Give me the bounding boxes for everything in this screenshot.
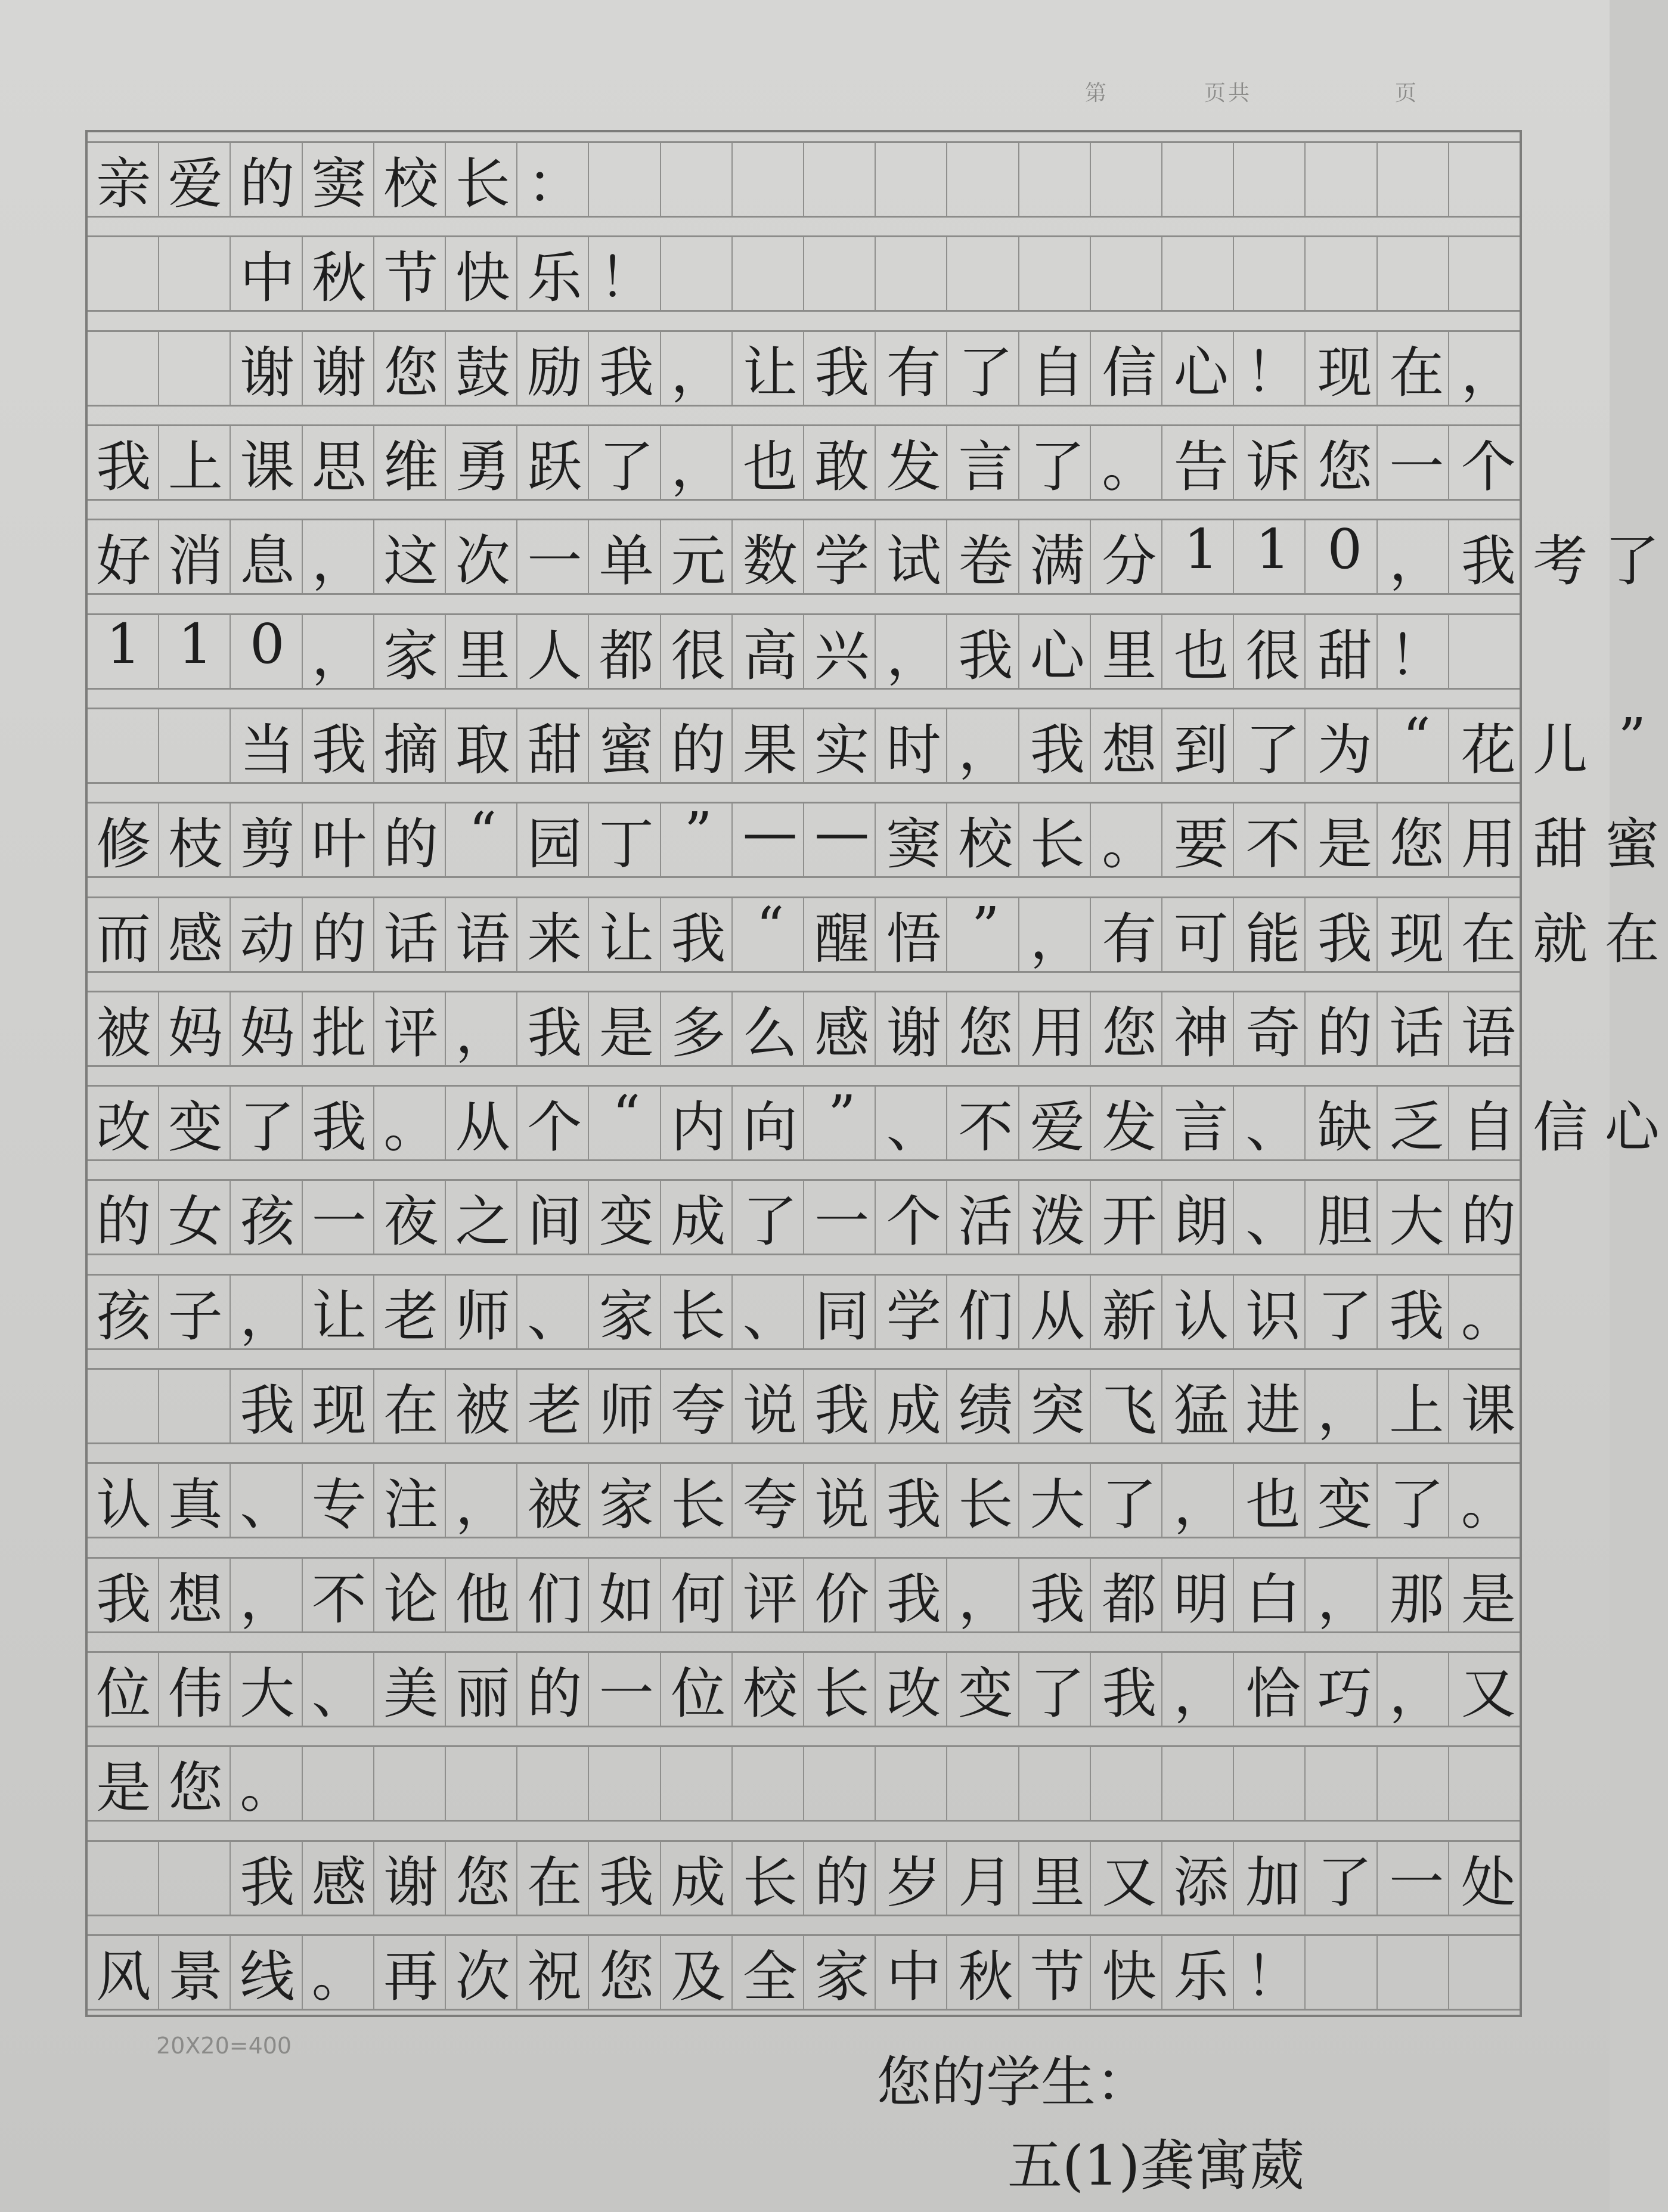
letter-line-text: 的 女 孩 一 夜 之 间 变 成 了 一 个 活 泼 开 朗 、 胆 大 的 (96, 1190, 1516, 1254)
letter-line (88, 1179, 1520, 1255)
page-header-di: 第 (1085, 81, 1109, 106)
letter-line (88, 895, 1660, 973)
letter-line-text: 我 感 谢 您 在 我 成 长 的 岁 月 里 又 添 加 了 一 处 (240, 1851, 1516, 1915)
letter-line (88, 706, 1647, 784)
letter-line-text: 中 秋 节 快 乐 ！ (240, 246, 654, 310)
letter-line-text: 亲 爱 的 窦 校 长 ： (96, 152, 582, 216)
letter-line-text: 被 妈 妈 批 评 ， 我 是 多 么 感 谢 您 用 您 神 奇 的 话 语 (96, 1001, 1516, 1065)
letter-line (88, 1840, 1520, 1916)
letter-line-text: 而 感 动 的 话 语 来 让 我 “ 醒 悟 ” ， 有 可 能 我 现 在 就 在 (96, 895, 1660, 971)
letter-line (88, 1934, 1520, 2011)
page-header-ye: 页 (1395, 81, 1419, 106)
letter-line-text: 风 景 线 。 再 次 祝 您 及 全 家 中 秋 节 快 乐 ！ (96, 1945, 1301, 2009)
letter-line-text: 我 现 在 被 老 师 夸 说 我 成 绩 突 飞 猛 进 ， 上 课 (240, 1379, 1516, 1442)
letter-line (88, 613, 1520, 690)
letter-line (88, 801, 1660, 878)
manuscript-grid (85, 130, 1660, 2017)
letter-line-text: 好 消 息 ， 这 次 一 单 元 数 学 试 卷 满 分 1 1 0 ， 我 考 了 (96, 517, 1660, 593)
page-header (1085, 76, 1443, 112)
letter-signature: 五(1)龚寓葳 (1007, 2134, 1305, 2198)
letter-line (88, 1557, 1520, 1633)
letter-line-text: 我 想 ， 不 论 他 们 如 何 评 价 我 ， 我 都 明 白 ， 那 是 (96, 1568, 1516, 1631)
letter-line (88, 517, 1660, 595)
letter-line (88, 141, 1520, 218)
letter-line (88, 1462, 1520, 1538)
letter-line-text: 改 变 了 我 。 从 个 “ 内 向 ” 、 不 爱 发 言 、 缺 乏 自 信 心 (96, 1084, 1660, 1159)
grid-rows (88, 132, 1660, 2015)
letter-line (88, 330, 1520, 407)
letter-line-text: 是 您 。 (96, 1756, 295, 1820)
letter-line (88, 1745, 1520, 1822)
grid-size-note: 20X20=400 (156, 2033, 292, 2059)
letter-line-text: 位 伟 大 、 美 丽 的 一 位 校 长 改 变 了 我 ， 恰 巧 ， 又 (96, 1662, 1516, 1726)
letter-line-text: 修 枝 剪 叶 的 “ 园 丁 ” — — 窦 校 长 。 要 不 是 您 用 甜 蜜 (96, 801, 1660, 876)
letter-line (88, 1651, 1520, 1727)
letter-line-text: 我 上 课 思 维 勇 跃 了 ， 也 敢 发 言 了 。 告 诉 您 一 个 (96, 435, 1516, 499)
letter-line-text: 谢 谢 您 鼓 励 我 ， 让 我 有 了 自 信 心 ！ 现 在 ， (240, 341, 1516, 405)
letter-line-text: 1 1 0 ， 家 里 人 都 很 高 兴 ， 我 心 里 也 很 甜 ！ (106, 612, 1444, 688)
letter-closing: 您的学生： (876, 2050, 1151, 2114)
letter-line (88, 1274, 1520, 1350)
letter-line (88, 235, 1520, 312)
letter-line (88, 1368, 1520, 1444)
letter-line (88, 1084, 1660, 1161)
letter-line (88, 424, 1520, 501)
letter-line-text: 当 我 摘 取 甜 蜜 的 果 实 时 ， 我 想 到 了 为 “ 花 儿 ” (240, 706, 1647, 782)
page-header-ye-gong: 页共 (1204, 81, 1252, 106)
letter-line-text: 认 真 、 专 注 ， 被 家 长 夸 说 我 长 大 了 ， 也 变 了 。 (96, 1473, 1516, 1537)
letter-line (88, 991, 1520, 1067)
letter-line-text: 孩 子 ， 让 老 师 、 家 长 、 同 学 们 从 新 认 识 了 我 。 (96, 1285, 1516, 1348)
